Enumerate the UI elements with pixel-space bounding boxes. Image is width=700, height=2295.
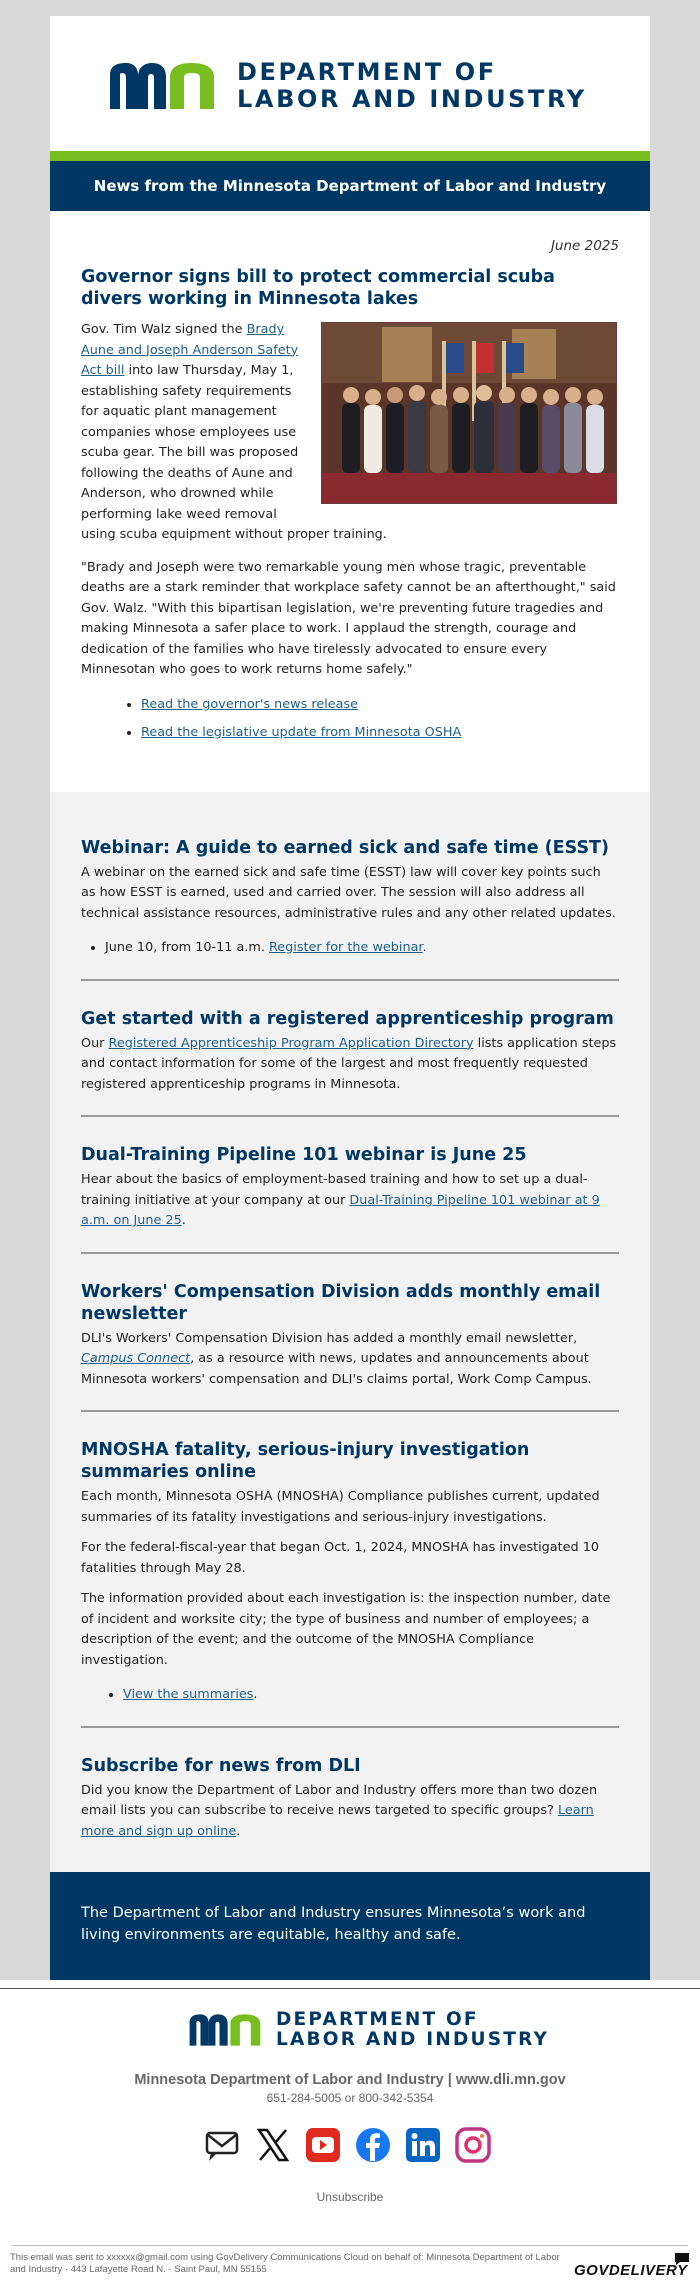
mnosha-title: MNOSHA fatality, serious-injury investigation summaries online: [81, 1440, 530, 1482]
dual-training-body: [81, 1170, 619, 1232]
x-twitter-icon[interactable]: [255, 2127, 291, 2163]
header-logo-area: [50, 16, 650, 151]
govdelivery-text: GOVDELIVERY: [574, 2262, 688, 2279]
mission-statement: The Department of Labor and Industry ensures Minnesota’s work and living environments are equitable, healthy and safe.: [50, 1872, 650, 1987]
mn-logo-mark-icon: [188, 2013, 266, 2047]
mnosha-paragraph-1: Each month, Minnesota OSHA (MNOSHA) Compliance publishes current, updated summaries of its fatality investigations and serious-injury investigations.: [81, 1489, 600, 1525]
list-item: [141, 723, 619, 744]
social-links: [205, 2127, 491, 2163]
list-item: [123, 1685, 619, 1706]
wc-text-b: , as a resource with news, updates and announcements about Minnesota workers' compensation and DLI's claims portal, Work Comp Campus.: [81, 1351, 592, 1387]
lead-p1-text-b: into law Thursday, May 1, establishing safety requirements for aquatic plant management companies whose employees use scuba gear. The bill was proposed following the deaths of Aune and Anderson, who drowned while performing lake weed removal using scuba equipment without proper training.: [81, 363, 387, 542]
apprenticeship-title: Get started with a registered apprenticeship program: [81, 1008, 614, 1029]
subscribe-title: Subscribe for news from DLI: [81, 1755, 361, 1776]
subscribe-text-a: Did you know the Department of Labor and Industry offers more than two dozen email lists you can subscribe to receive news targeted to specific groups?: [81, 1782, 598, 1818]
mn-logo-mark-icon: [108, 61, 222, 111]
issue-date: June 2025: [550, 238, 619, 254]
logo-wordmark: [237, 59, 587, 113]
webinar-date-text: June 10, from 10-11 a.m.: [105, 940, 269, 955]
footer-phone: 651-284-5005 or 800-342-5354: [266, 2091, 434, 2105]
youtube-icon[interactable]: [305, 2127, 341, 2163]
divider: [12, 2245, 688, 2246]
bill-signing-photo: [321, 322, 617, 504]
wc-newsletter-title: Workers' Compensation Division adds monthly email newsletter: [81, 1281, 601, 1324]
dual-training-title: Dual-Training Pipeline 101 webinar is June 25: [81, 1145, 527, 1165]
divider: [81, 1252, 619, 1254]
logo-line2: LABOR AND INDUSTRY: [237, 85, 587, 113]
email-card: [50, 16, 650, 2047]
punct: .: [253, 1687, 258, 1702]
divider: [81, 1115, 619, 1117]
legislative-update-link[interactable]: Read the legislative update from Minnesota OSHA: [141, 725, 462, 740]
logo-line1: DEPARTMENT OF: [276, 2009, 479, 2030]
dli-logo[interactable]: [108, 59, 587, 113]
wc-newsletter-body: [81, 1329, 619, 1391]
punct: .: [422, 940, 427, 955]
lead-paragraph-2: "Brady and Joseph were two remarkable young men whose tragic, preventable deaths are a stark reminder that workplace safety cannot be an afterthought," said Gov. Walz. "With this bipartisan legislation, we're preventing future tragedies and making Minnesota a safer place to work. I applaud the strength, courage and dedication of the families who have tirelessly advocated to ensure every Minnesotan who goes to work returns home safely.": [81, 559, 616, 677]
dual-text-a: Hear about the basics of employment-based training and how to set up a dual-training initiative at your company at our: [81, 1172, 588, 1208]
lead-links-list: [81, 695, 619, 744]
safety-act-bill-link[interactable]: Brady Aune and Joseph Anderson Safety Act bill: [81, 322, 299, 378]
divider: [81, 1726, 619, 1728]
logo-line1: DEPARTMENT OF: [237, 58, 497, 86]
footer-dli-logo[interactable]: [188, 2010, 549, 2050]
email-subscribe-icon[interactable]: [205, 2127, 241, 2163]
list-item: [105, 938, 619, 959]
apprenticeship-directory-link[interactable]: Registered Apprenticeship Program Application Directory: [108, 1035, 474, 1051]
punct: .: [181, 1213, 186, 1228]
news-banner: News from the Minnesota Department of Labor and Industry: [50, 161, 650, 211]
register-webinar-link[interactable]: Register for the webinar: [268, 940, 423, 955]
divider: [81, 1410, 619, 1412]
lead-story: [50, 211, 650, 792]
footer-logo-wordmark: [276, 2010, 549, 2050]
subscribe-signup-link[interactable]: Learn more and sign up online: [81, 1803, 594, 1839]
lead-title: Governor signs bill to protect commercial scuba divers working in Minnesota lakes: [81, 267, 555, 309]
mnosha-list: [81, 1685, 619, 1706]
list-item: [141, 695, 619, 716]
governor-news-release-link[interactable]: Read the governor's news release: [141, 696, 359, 712]
divider: [81, 979, 619, 981]
mnosha-paragraph-2: For the federal-fiscal-year that began Oct. 1, 2024, MNOSHA has investigated 10 fatalities through May 28.: [81, 1540, 600, 1576]
punct: .: [236, 1823, 241, 1839]
footer-org-line: Minnesota Department of Labor and Industry | www.dli.mn.gov: [134, 2072, 566, 2088]
logo-line2: LABOR AND INDUSTRY: [276, 2029, 550, 2050]
chat-bubble-icon: [674, 2252, 690, 2266]
facebook-icon[interactable]: [355, 2127, 391, 2163]
instagram-icon[interactable]: [455, 2127, 491, 2163]
dual-training-webinar-link[interactable]: Dual-Training Pipeline 101 webinar at 9 a.m. on June 25: [81, 1192, 600, 1228]
webinar-title: Webinar: A guide to earned sick and safe time (ESST): [81, 837, 609, 858]
news-section: [50, 792, 650, 1873]
campus-connect-link[interactable]: Campus Connect: [81, 1351, 191, 1366]
footer-fine-print: This email was sent to xxxxxx@gmail.com using GovDelivery Communications Cloud on behalf of: Minnesota Department of Labor and Industry · 443 Lafayette Road N. · Saint Paul, MN 55155: [10, 2252, 560, 2275]
unsubscribe-link[interactable]: Unsubscribe: [316, 2190, 384, 2204]
subscribe-body: [81, 1781, 619, 1843]
green-accent-bar: [50, 151, 650, 161]
view-summaries-link[interactable]: View the summaries: [123, 1687, 254, 1702]
apprenticeship-body: [81, 1034, 619, 1096]
apprenticeship-text-a: Our: [81, 1035, 109, 1051]
apprenticeship-text-b: lists application steps and contact information for some of the largest and most frequently requested registered apprenticeship programs in Minnesota.: [81, 1035, 617, 1092]
divider: [0, 1988, 700, 1989]
email-footer: [0, 1980, 700, 2295]
webinar-list: [81, 938, 619, 959]
wc-text-a: DLI's Workers' Compensation Division has added a monthly email newsletter,: [81, 1330, 578, 1346]
lead-p1-text-a: Gov. Tim Walz signed the: [81, 322, 247, 337]
webinar-body: A webinar on the earned sick and safe time (ESST) law will cover key points such as how ESST is earned, used and carried over. The session will also address all technical assistance resources, administrative rules and any other related updates.: [81, 864, 616, 921]
linkedin-icon[interactable]: [405, 2127, 441, 2163]
mnosha-paragraph-3: The information provided about each investigation is: the inspection number, date of incident and worksite city; the type of business and number of employees; a description of the event; and the outcome of the MNOSHA Compliance investigation.: [81, 1591, 611, 1668]
govdelivery-logo[interactable]: [574, 2262, 688, 2279]
